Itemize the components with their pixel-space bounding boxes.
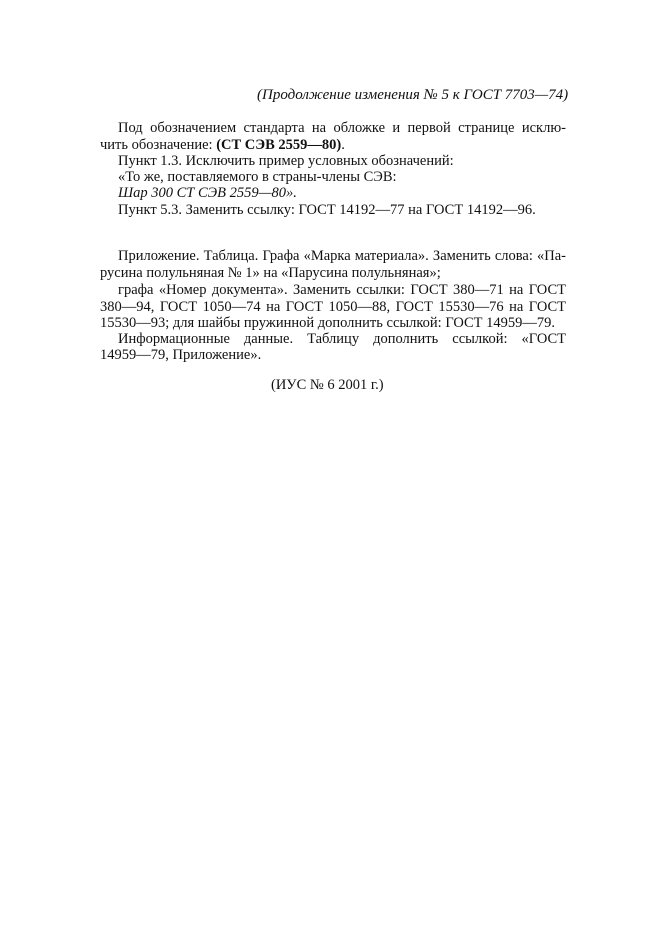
continuation-header: (Продолжение изменения № 5 к ГОСТ 7703—74)	[257, 87, 569, 103]
paragraph-line: русина полульняная № 1» на «Парусина полульняная»;	[100, 265, 441, 281]
designation-bold: (СТ СЭВ 2559—80)	[216, 137, 342, 153]
paragraph-line: графа «Номер документа». Заменить ссылки: ГОСТ 380—71 на ГОСТ	[118, 282, 566, 298]
paragraph-line: Под обозначением стандарта на обложке и первой странице исклю-	[118, 120, 566, 136]
paragraph-line: Информационные данные. Таблицу дополнить ссылкой: «ГОСТ	[118, 331, 566, 347]
paragraph-line: Пункт 5.3. Заменить ссылку: ГОСТ 14192—77 на ГОСТ 14192—96.	[118, 202, 536, 218]
ius-footer: (ИУС № 6 2001 г.)	[271, 377, 384, 393]
paragraph-line: Приложение. Таблица. Графа «Марка материала». Заменить слова: «Па-	[118, 248, 566, 264]
paragraph-line: 14959—79, Приложение».	[100, 347, 262, 363]
paragraph-line-italic: Шар 300 СТ СЭВ 2559—80».	[118, 185, 297, 201]
text-run: .	[341, 137, 345, 153]
paragraph-line: 15530—93; для шайбы пружинной дополнить ссылкой: ГОСТ 14959—79.	[100, 315, 556, 331]
paragraph-line: Пункт 1.3. Исключить пример условных обозначений:	[118, 153, 454, 169]
text-run: чить обозначение:	[100, 137, 217, 153]
paragraph-line: «То же, поставляемого в страны-члены СЭВ:	[118, 169, 397, 185]
paragraph-line: 380—94, ГОСТ 1050—74 на ГОСТ 1050—88, ГОСТ 15530—76 на ГОСТ	[100, 299, 566, 315]
